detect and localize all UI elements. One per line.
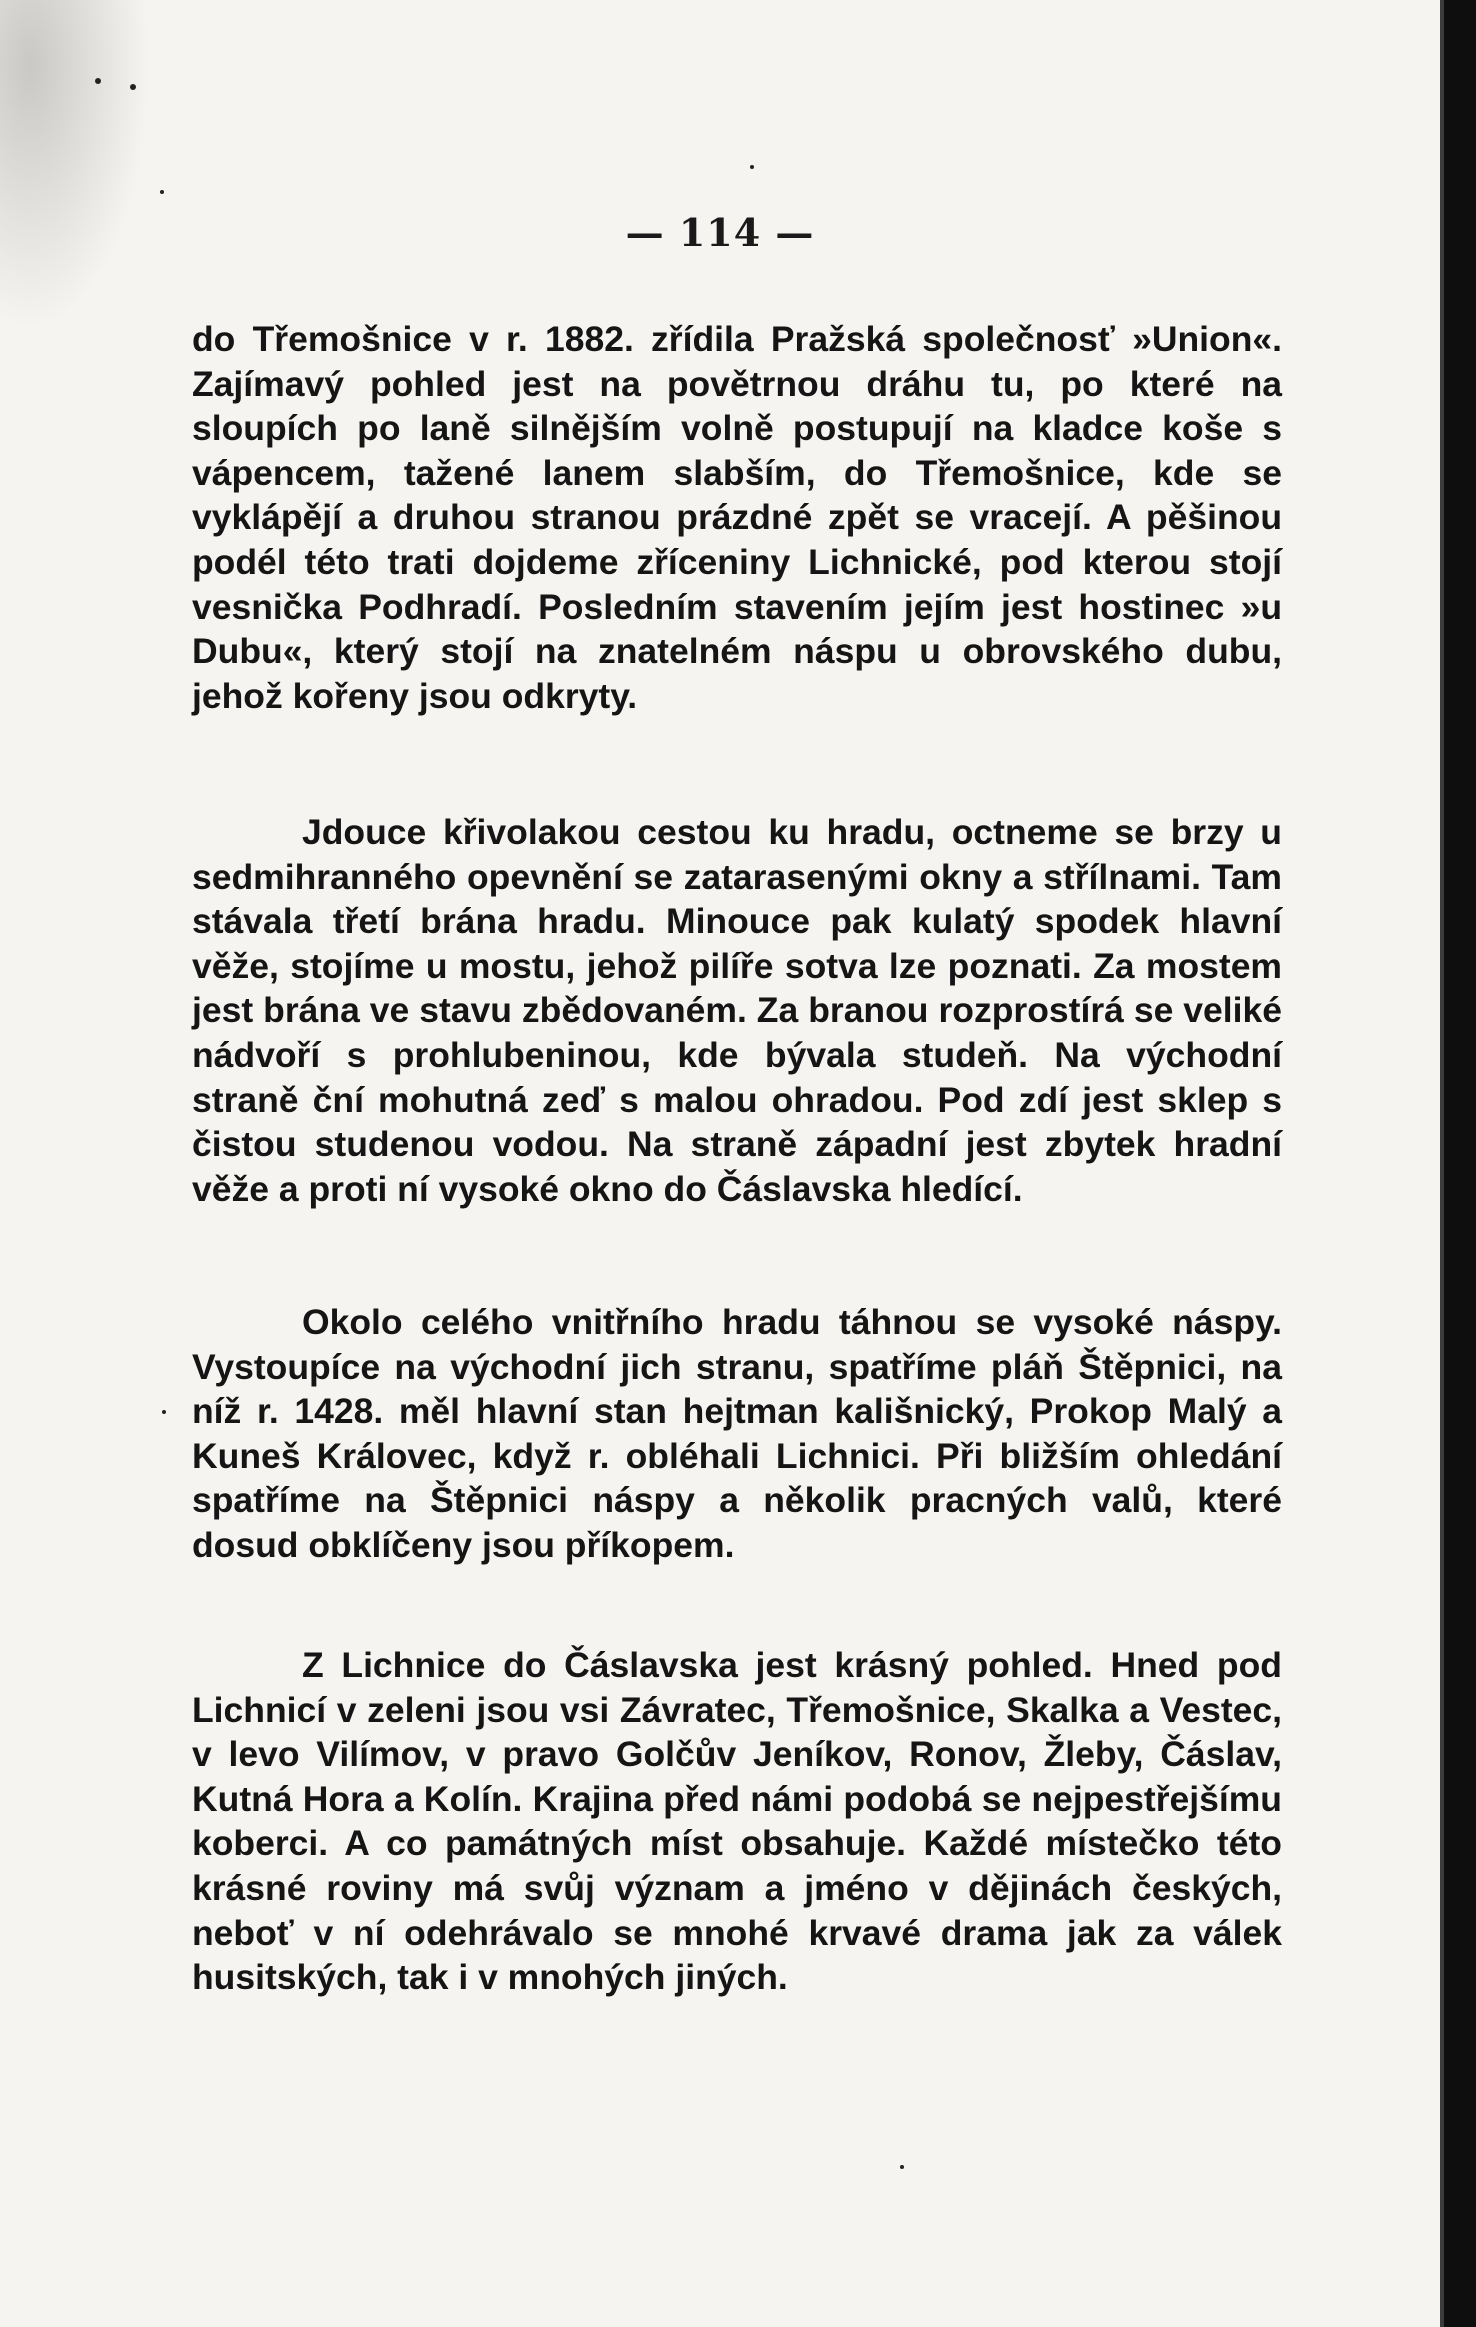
ink-speck	[160, 190, 164, 194]
paragraph-text: Okolo celého vnitřního hradu táhnou se vysoké náspy. Vystoupíce na východní jich stranu, spatříme pláň Štěpnici, na níž r. 1428. měl hlavní stan hejtman kališnický, Prokop Malý a Kuneš Královec, když r. obléhali Lichnici. Při bližším ohledání spatříme na Štěpnici náspy a několik pracných valů, které dosud obklíčeny jsou příkopem.	[192, 1302, 1282, 1565]
paragraph-4	[192, 1643, 1282, 2000]
ink-speck	[95, 78, 101, 84]
ink-speck	[900, 2165, 904, 2169]
paragraph-text: Jdouce křivolakou cestou ku hradu, octneme se brzy u sedmihranného opevnění se zatarasenými okny a střílnami. Tam stávala třetí brána hradu. Minouce pak kulatý spodek hlavní věže, stojíme u mostu, jehož pilíře sotva lze poznati. Za mostem jest brána ve stavu zbědovaném. Za branou rozprostírá se veliké nádvoří s prohlubeninou, kde bývala studeň. Na východní straně ční mohutná zeď s malou ohradou. Pod zdí jest sklep s čistou studenou vodou. Na straně západní jest zbytek hradní věže a proti ní vysoké okno do Čáslavska hledící.	[192, 812, 1282, 1209]
scan-edge-line	[1440, 0, 1444, 2327]
paragraph-2	[192, 810, 1282, 1211]
ink-speck	[750, 165, 754, 169]
ink-speck	[130, 84, 136, 90]
paragraph-3	[192, 1300, 1282, 1568]
page-number: — 114 —	[625, 210, 815, 255]
paragraph-text: do Třemošnice v r. 1882. zřídila Pražská společnosť »Union«. Zajímavý pohled jest na povětrnou dráhu tu, po které na sloupích po laně silnějším volně postupují na kladce koše s vápencem, tažené lanem slabším, do Třemošnice, kde se vyklápějí a druhou stranou prázdné zpět se vracejí. A pěšinou podél této trati dojdeme zříceniny Lichnické, pod kterou stojí vesnička Podhradí. Posledním stavením jejím jest hostinec »u Dubu«, který stojí na znatelném náspu u obrovského dubu, jehož kořeny jsou odkryty.	[192, 319, 1282, 716]
scan-dark-edge	[1440, 0, 1476, 2327]
paragraph-text: Z Lichnice do Čáslavska jest krásný pohled. Hned pod Lichnicí v zeleni jsou vsi Závratec, Třemošnice, Skalka a Vestec, v levo Vilímov, v pravo Golčův Jeníkov, Ronov, Žleby, Čáslav, Kutná Hora a Kolín. Krajina před námi podobá se nejpestřejšímu koberci. A co památných míst obsahuje. Každé místečko této krásné roviny má svůj význam a jméno v dějinách českých, neboť v ní odehrávalo se mnohé krvavé drama jak za válek husitských, tak i v mnohých jiných.	[192, 1645, 1282, 1998]
page-shadow	[0, 0, 150, 330]
ink-speck	[162, 1410, 166, 1414]
paragraph-1	[192, 317, 1282, 718]
